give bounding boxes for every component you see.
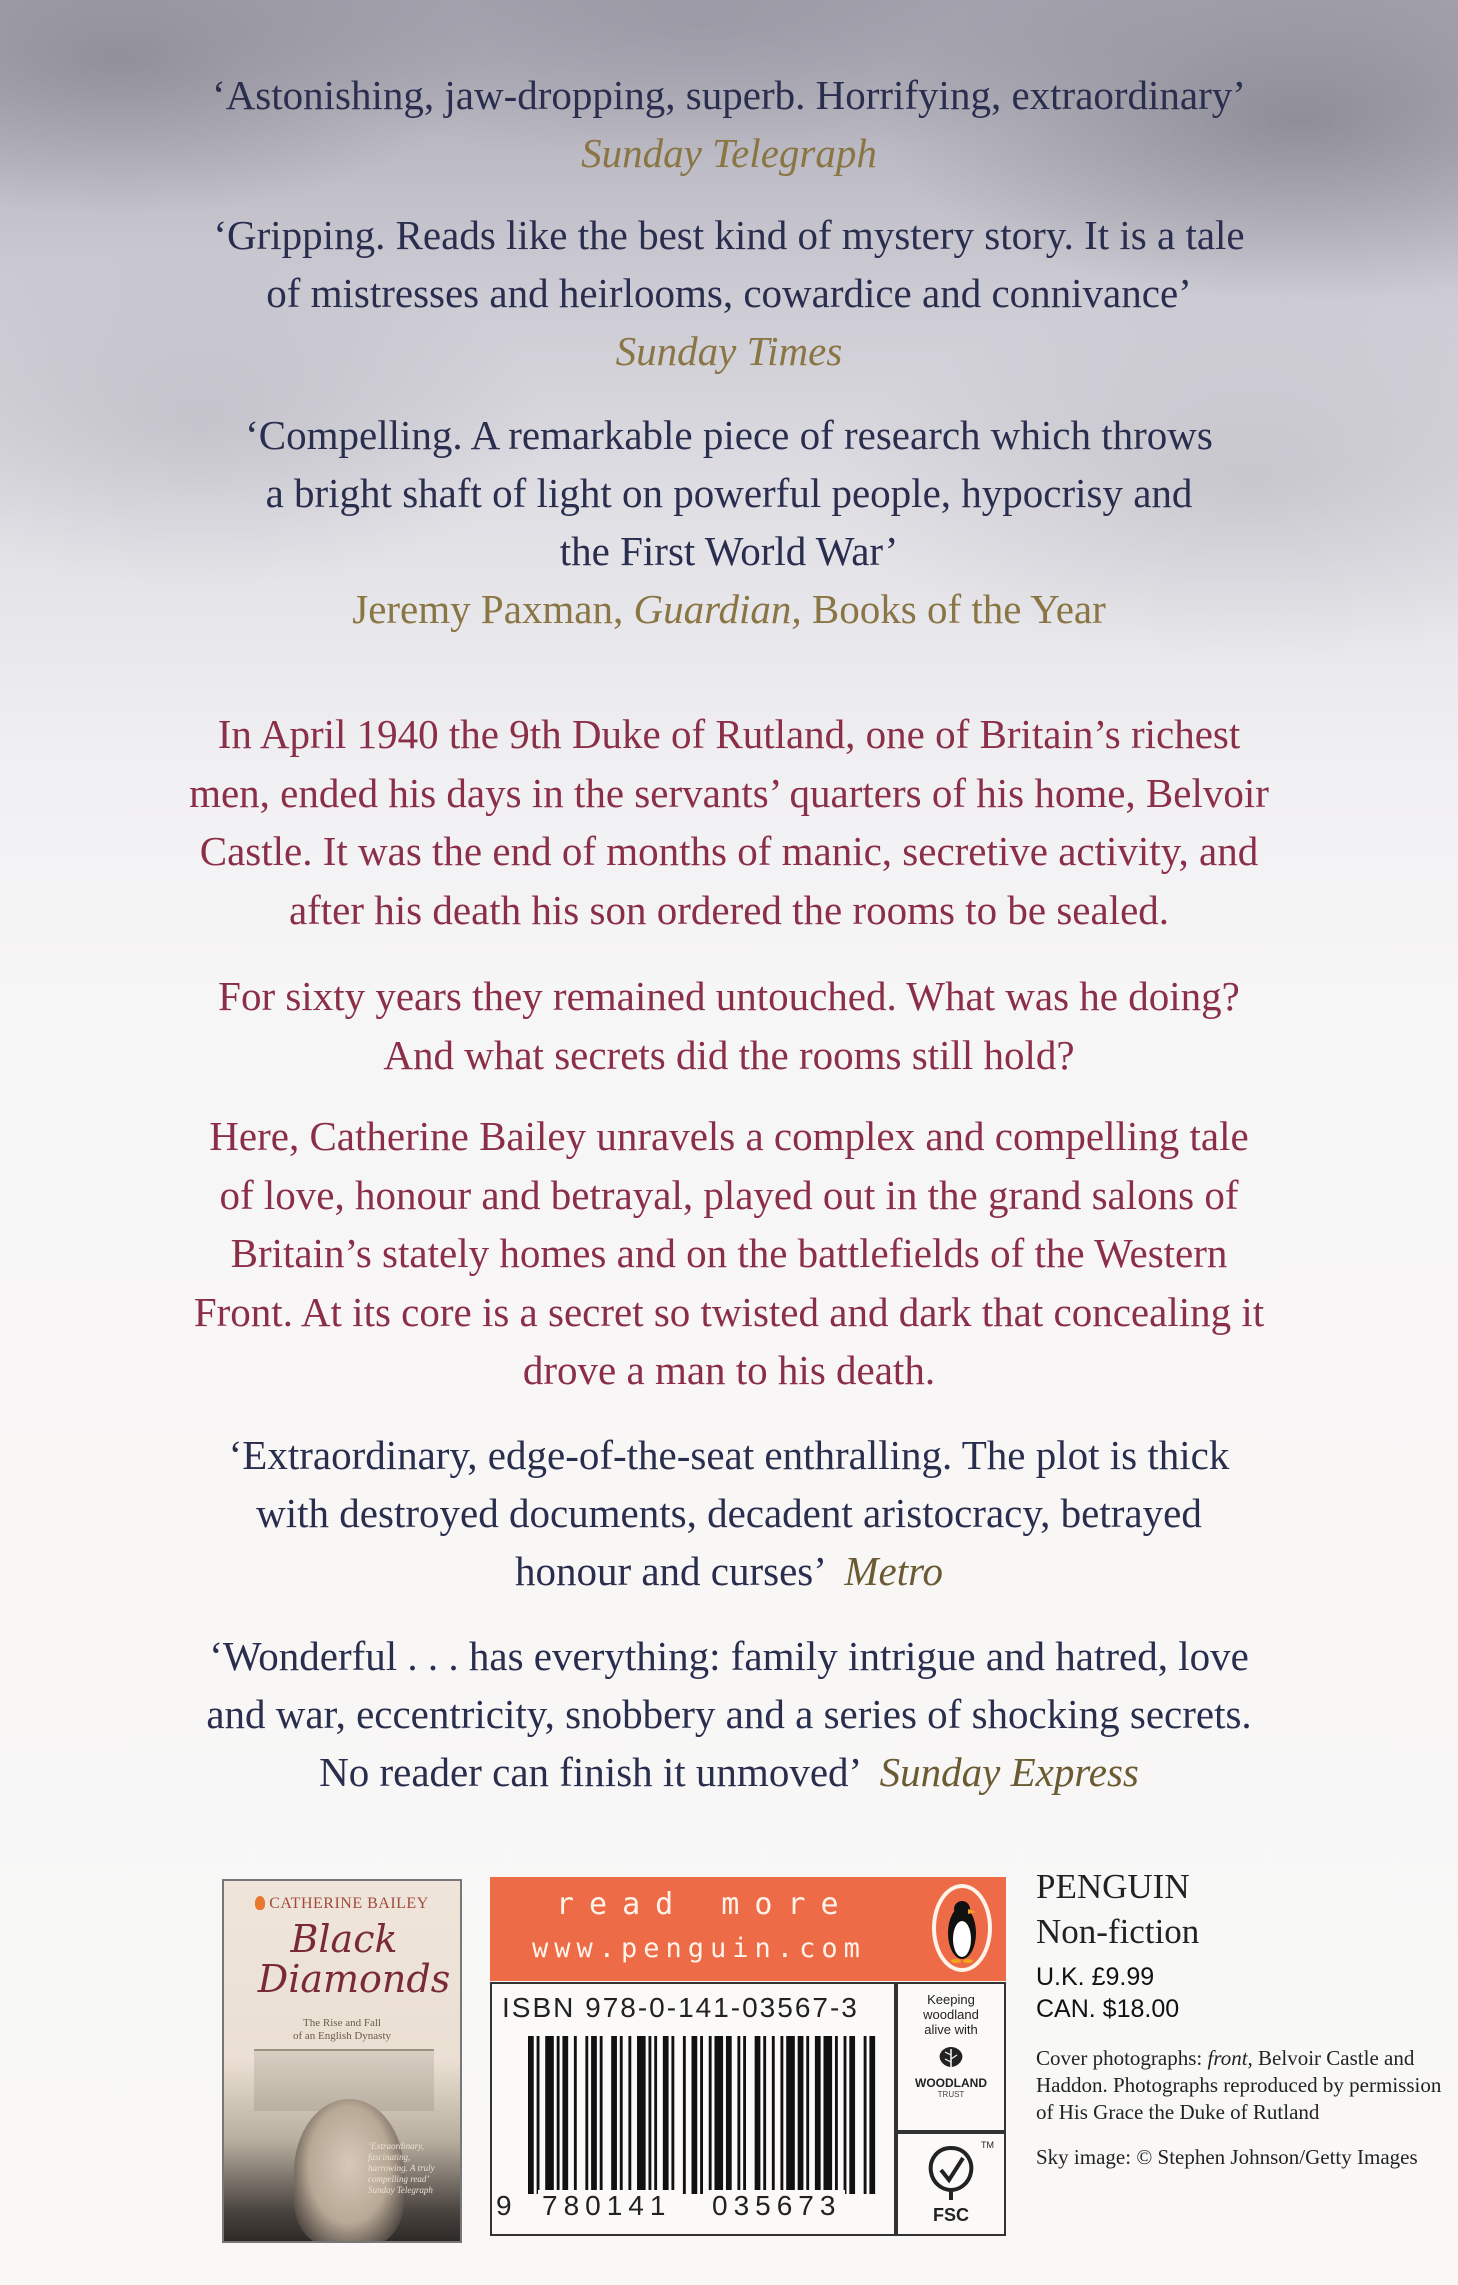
review-metro	[0, 1426, 1458, 1600]
barcode-bar	[869, 2036, 875, 2194]
blurb-line: For sixty years they remained untouched. What was he doing?	[218, 973, 1240, 1019]
thumbnail-title-line: Diamonds	[257, 1957, 451, 2001]
barcode-bar	[864, 2036, 867, 2194]
barcode-bar	[806, 2036, 809, 2194]
source-publication: Guardian,	[633, 586, 802, 632]
review-text: of mistresses and heirlooms, cowardice and connivance’	[266, 270, 1192, 316]
barcode-bar	[714, 2036, 723, 2194]
barcode-bar	[743, 2036, 746, 2194]
blurb-paragraph-2	[0, 967, 1458, 1084]
blurb-paragraph-3	[0, 1107, 1458, 1400]
fsc-label: FSC	[933, 2205, 969, 2225]
woodland-name: WOODLAND	[915, 2076, 987, 2090]
read-more-banner	[490, 1877, 1006, 1981]
blurb-line: drove a man to his death.	[522, 1347, 936, 1393]
review-sunday-express	[0, 1627, 1458, 1801]
barcode-bar	[692, 2036, 698, 2194]
barcode-bar	[545, 2036, 554, 2194]
barcode-bar	[628, 2036, 631, 2194]
source-name: Jeremy Paxman,	[352, 586, 624, 632]
review-text: a bright shaft of light on powerful people, hypocrisy and	[265, 470, 1193, 516]
book-category: Non-fiction	[1036, 1912, 1200, 1951]
review-sunday-times	[0, 206, 1458, 380]
credits-front: front,	[1207, 2046, 1253, 2070]
thumbnail-title-line: Black	[290, 1917, 398, 1961]
photo-credits	[1036, 2045, 1446, 2126]
credits-prefix: Cover photographs:	[1036, 2046, 1203, 2070]
woodland-trust: TRUST	[937, 2090, 965, 2099]
barcode-bar	[574, 2036, 577, 2194]
review-source: Sunday Express	[879, 1749, 1139, 1795]
price-can: CAN. $18.00	[1036, 1995, 1180, 2023]
review-text: the First World War’	[559, 528, 899, 574]
penguin-url: www.penguin.com	[532, 1933, 866, 1964]
barcode-digits	[496, 2190, 892, 2226]
review-text: ‘Astonishing, jaw-dropping, superb. Horrifying, extraordinary’	[212, 72, 1246, 118]
review-text: ‘Gripping. Reads like the best kind of mystery story. It is a tale	[213, 212, 1245, 258]
source-rest: Books of the Year	[811, 586, 1106, 632]
credits-rest: Belvoir Castle and Haddon. Photographs reproduced by permission of His Grace the Duke of Rutland	[1036, 2046, 1442, 2124]
barcode-digit-group: 780141	[538, 2190, 675, 2222]
barcode-bar	[648, 2036, 651, 2194]
blurb-line: Castle. It was the end of months of manic, secretive activity, and	[199, 828, 1259, 874]
barcode-graphic	[528, 2036, 878, 2194]
barcode-bar	[849, 2036, 855, 2194]
barcode-bar	[786, 2036, 795, 2194]
publisher-name: PENGUIN	[1036, 1867, 1190, 1906]
woodland-line: alive with	[924, 2022, 978, 2037]
barcode-bar	[671, 2036, 674, 2194]
thumbnail-author-text: CATHERINE BAILEY	[269, 1895, 429, 1912]
barcode-bar	[585, 2036, 588, 2194]
review-jeremy-paxman	[0, 406, 1458, 638]
isbn-label: ISBN 978-0-141-03567-3	[502, 1992, 859, 2023]
review-text: with destroyed documents, decadent aristocracy, betrayed	[256, 1490, 1202, 1536]
review-text: ‘Extraordinary, edge-of-the-seat enthralling. The plot is thick	[228, 1432, 1230, 1478]
publisher-info	[1036, 1866, 1446, 2171]
barcode-bar	[557, 2036, 560, 2194]
barcode-bar	[620, 2036, 623, 2194]
barcode-bar	[709, 2036, 712, 2194]
thumbnail-author	[224, 1895, 460, 1913]
barcode-bar	[815, 2036, 821, 2194]
thumbnail-quote: ‘Extraordinary, fascinating, harrowing. A truly compelling read’ Sunday Telegraph	[368, 2141, 435, 2195]
barcode-bar	[823, 2036, 832, 2194]
sky-image-credit: Sky image: © Stephen Johnson/Getty Images	[1036, 2145, 1418, 2169]
review-text: and war, eccentricity, snobbery and a series of shocking secrets.	[206, 1691, 1252, 1737]
barcode-bar	[772, 2036, 775, 2194]
penguin-logo-icon	[930, 1881, 994, 1975]
penguin-icon	[255, 1896, 265, 1910]
blurb-line: Here, Catherine Bailey unravels a complex and compelling tale	[209, 1113, 1249, 1159]
review-source: Sunday Telegraph	[581, 130, 877, 176]
blurb-line: In April 1940 the 9th Duke of Rutland, one of Britain’s richest	[217, 711, 1241, 757]
barcode-bar	[780, 2036, 783, 2194]
barcode-digit-group: 035673	[708, 2190, 845, 2222]
barcode-bar	[835, 2036, 838, 2194]
blurb-line: And what secrets did the rooms still hold?	[383, 1031, 1075, 1078]
barcode-bar	[562, 2036, 568, 2194]
cover-thumbnail	[222, 1879, 462, 2243]
barcode-bar	[537, 2036, 540, 2194]
leaf-icon	[936, 2045, 966, 2069]
review-text: honour and curses’	[514, 1548, 824, 1594]
review-source: Sunday Times	[615, 328, 843, 374]
review-text-last	[0, 1743, 1458, 1801]
review-text: ‘Compelling. A remarkable piece of research which throws	[245, 412, 1213, 458]
barcode-bar	[611, 2036, 617, 2194]
barcode-bar	[528, 2036, 534, 2194]
thumbnail-subtitle-line: of an English Dynasty	[292, 2030, 392, 2042]
woodland-trust-badge	[896, 1982, 1006, 2132]
blurb-line: Britain’s stately homes and on the battlefields of the Western	[230, 1230, 1228, 1276]
read-more-text: read more	[556, 1887, 854, 1922]
barcode-bar	[663, 2036, 669, 2194]
fsc-badge	[896, 2132, 1006, 2236]
barcode-bar	[763, 2036, 766, 2194]
thumbnail-subtitle	[224, 2017, 460, 2043]
barcode-bar	[683, 2036, 686, 2194]
barcode-bar	[726, 2036, 732, 2194]
review-source: Metro	[844, 1548, 944, 1594]
barcode-bar	[798, 2036, 804, 2194]
blurb-paragraph-1	[0, 705, 1458, 939]
barcode-bar	[700, 2036, 703, 2194]
thumbnail-subtitle-line: The Rise and Fall	[303, 2017, 381, 2029]
blurb-line: after his death his son ordered the rooms to be sealed.	[288, 886, 1170, 933]
tree-check-icon	[925, 2144, 977, 2202]
woodland-text	[898, 1992, 1004, 2037]
price-uk: U.K. £9.99	[1036, 1963, 1155, 1991]
review-source	[0, 580, 1458, 638]
woodland-line: woodland	[923, 2007, 979, 2022]
barcode-bar	[737, 2036, 740, 2194]
barcode-bar	[591, 2036, 597, 2194]
barcode-digit-first: 9	[496, 2190, 518, 2221]
review-text: ‘Wonderful . . . has everything: family intrigue and hatred, love	[209, 1633, 1249, 1679]
review-text-last	[0, 1542, 1458, 1600]
barcode-bar	[654, 2036, 657, 2194]
blurb-line: of love, honour and betrayal, played out in the grand salons of	[219, 1171, 1239, 1218]
review-text: No reader can finish it unmoved’	[319, 1749, 860, 1795]
woodland-line: Keeping	[927, 1992, 975, 2007]
thumbnail-title	[234, 1919, 454, 1999]
fsc-trademark: TM	[981, 2140, 994, 2150]
barcode-bar	[755, 2036, 761, 2194]
barcode-bar	[600, 2036, 603, 2194]
review-sunday-telegraph	[0, 66, 1458, 182]
barcode-bar	[637, 2036, 646, 2194]
blurb-line: men, ended his days in the servants’ quarters of his home, Belvoir	[189, 769, 1269, 816]
barcode-bar	[844, 2036, 847, 2194]
barcode-panel	[490, 1982, 896, 2236]
blurb-line: Front. At its core is a secret so twisted and dark that concealing it	[193, 1288, 1265, 1335]
